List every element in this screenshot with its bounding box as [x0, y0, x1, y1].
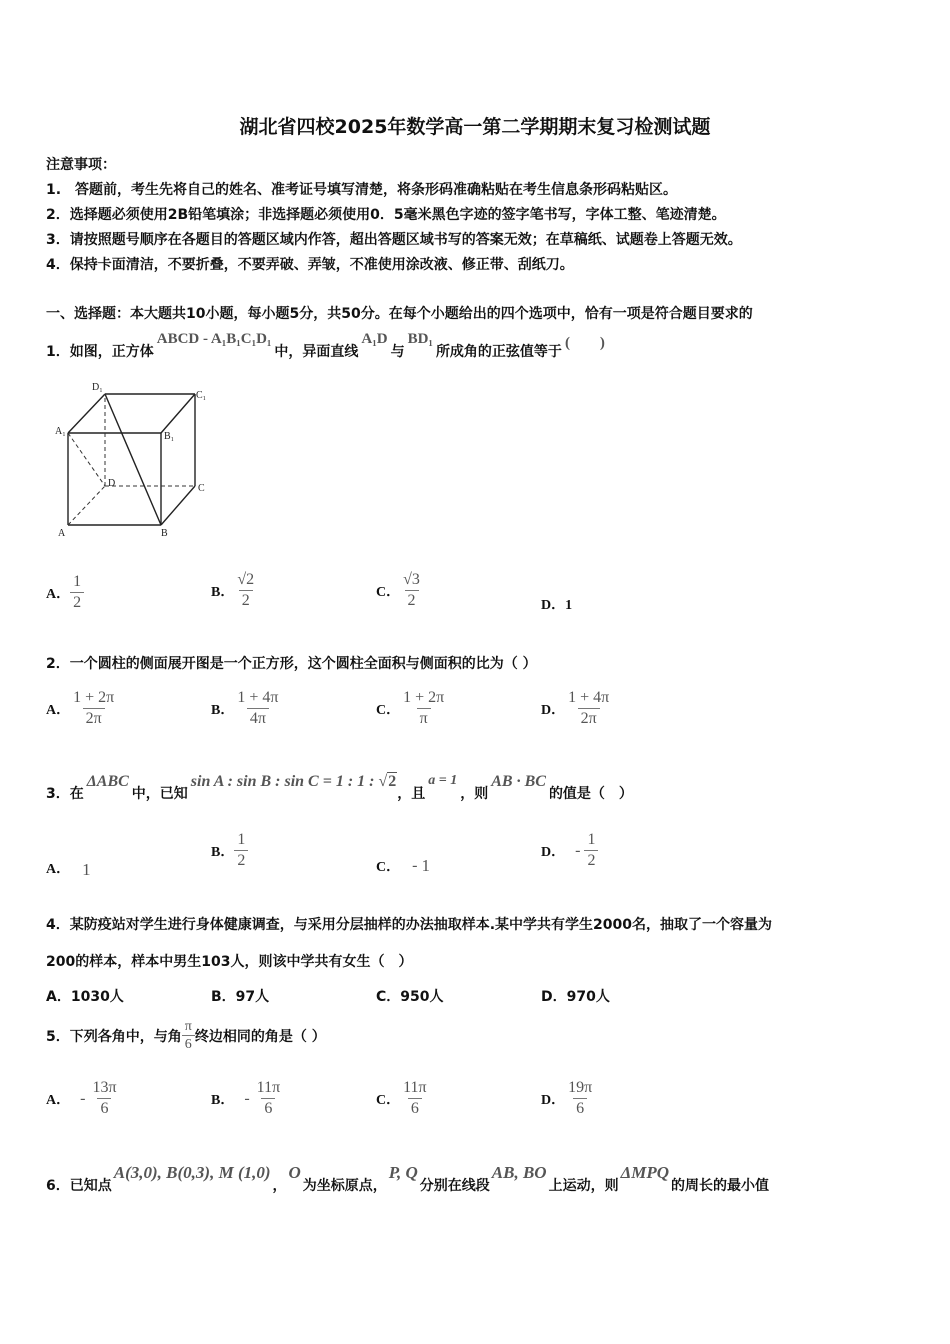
denominator: 2: [70, 592, 84, 613]
q6-points: A(3,0), B(0,3), M (1,0): [113, 1163, 271, 1182]
option-label: C．: [376, 584, 401, 600]
option-label: B．: [211, 989, 236, 1005]
option-label: C．: [376, 860, 401, 875]
q1-text: 所成角的正弦值等于: [435, 344, 562, 360]
numerator: 1 + 4π: [568, 689, 610, 706]
q1-text: 中，异面直线: [274, 344, 359, 360]
q2-option-c[interactable]: [376, 688, 447, 729]
q3-ratio-text: sin A : sin B : sin C = 1 : 1 :: [190, 773, 379, 790]
denominator: 2π: [578, 708, 600, 729]
fraction: [565, 1078, 595, 1119]
q3-dot-product: AB · BC: [491, 773, 546, 790]
numerator: 11π: [256, 1079, 281, 1096]
fraction: [234, 830, 248, 871]
numerator: 1 + 4π: [237, 689, 279, 706]
q2-option-b[interactable]: [211, 688, 281, 729]
denominator: 2: [234, 850, 248, 871]
minus-sign: -: [80, 1089, 86, 1107]
q4-option-c[interactable]: [376, 986, 444, 1006]
option-label: A．: [46, 586, 71, 602]
option-label: B．: [211, 1092, 235, 1108]
denominator: 2: [405, 590, 419, 611]
q1-option-c[interactable]: [376, 570, 423, 611]
denominator: 6: [97, 1098, 111, 1119]
question-4-line-1: 4．某防疫站对学生进行身体健康调查，与采用分层抽样的办法抽取样本.某中学共有学生2000名，抽取了一个容量为: [46, 917, 773, 933]
numerator: 19π: [568, 1079, 593, 1096]
numerator: 1 + 2π: [403, 689, 445, 706]
question-3: [46, 773, 633, 803]
denominator: 6: [573, 1098, 587, 1119]
q1-answer-paren: ( ): [564, 335, 605, 351]
minus-sign: -: [244, 1089, 250, 1107]
q6-text: 6．已知点: [46, 1178, 112, 1194]
q1-cube-name: ABCD - A₁B₁C₁D₁: [156, 331, 272, 347]
numerator: 1: [73, 573, 82, 590]
numerator: √3: [403, 571, 420, 588]
denominator: 6: [261, 1098, 275, 1119]
q1-line-a1d: A₁D: [361, 331, 388, 347]
q5-option-c[interactable]: [376, 1078, 430, 1119]
option-label: A．: [46, 1092, 71, 1108]
vertex-d: D: [108, 478, 116, 489]
notice-heading: 注意事项：: [46, 157, 116, 173]
q4-option-d[interactable]: [541, 986, 610, 1006]
vertex-a1: A₁: [55, 426, 66, 437]
fraction: [234, 570, 257, 611]
fraction: [584, 830, 598, 871]
section-heading: 一、选择题：本大题共10小题，每小题5分，共50分。在每个小题给出的四个选项中，恰有一项是符合题目要求的: [46, 306, 753, 322]
numerator: 1 + 2π: [73, 689, 115, 706]
question-2: 2．一个圆柱的侧面展开图是一个正方形，这个圆柱全面积与侧面积的比为（ ）: [46, 656, 537, 672]
q3-text: 中，已知: [131, 786, 188, 802]
vertex-a: A: [58, 528, 66, 539]
option-label: B．: [211, 702, 235, 718]
fraction: [400, 688, 447, 729]
q5-option-b[interactable]: [211, 1078, 283, 1119]
q6-text: 分别在线段: [419, 1178, 490, 1194]
q5-option-d[interactable]: [541, 1078, 595, 1119]
q3-option-d[interactable]: [541, 830, 598, 871]
minus-sign: -: [575, 841, 581, 859]
option-value: 1: [565, 598, 573, 613]
question-1: [46, 331, 605, 361]
q1-text: 如图，正方体: [69, 344, 154, 360]
option-value: 950人: [400, 989, 444, 1005]
q5-text: 5．下列各角中，与角: [46, 1028, 182, 1045]
vertex-b: B: [161, 528, 168, 539]
q6-triangle: ΔMPQ: [620, 1163, 670, 1182]
q3-side-a: a = 1: [428, 773, 458, 788]
denominator: 6: [408, 1098, 422, 1119]
option-label: A．: [46, 862, 71, 877]
numerator: 13π: [92, 1079, 117, 1096]
option-label: C．: [376, 1092, 401, 1108]
vertex-d1: D₁: [92, 382, 103, 393]
denominator: 4π: [247, 708, 269, 729]
vertex-b1: B₁: [164, 431, 175, 442]
numerator: 1: [237, 831, 246, 848]
denominator: π: [417, 708, 431, 729]
minus-sign: -: [412, 857, 418, 874]
notice-item: 4．保持卡面清洁，不要折叠，不要弄破、弄皱，不准使用涂改液、修正带、刮纸刀。: [46, 257, 574, 273]
fraction: [70, 572, 84, 613]
denominator: 2: [584, 850, 598, 871]
q3-option-b[interactable]: [211, 830, 248, 871]
numerator: π: [184, 1019, 192, 1034]
q1-number: 1．: [46, 344, 70, 360]
option-value: 1: [421, 856, 430, 875]
numerator: √2: [237, 571, 255, 588]
fraction: [400, 570, 423, 611]
fraction: [400, 1078, 429, 1119]
fraction: [234, 688, 281, 729]
q6-text: 的周长的最小值: [671, 1178, 770, 1194]
option-label: D．: [541, 844, 566, 860]
q3-text: 在: [69, 786, 84, 802]
q1-option-b[interactable]: [211, 570, 257, 611]
q3-text: 的值是（ ）: [548, 786, 633, 802]
q3-text: ，且: [397, 786, 426, 802]
option-label: D．: [541, 1092, 566, 1108]
q3-option-a[interactable]: [46, 856, 91, 880]
q1-text: 与: [390, 344, 405, 360]
fraction: [565, 688, 612, 729]
page-title: 湖北省四校2025年数学高一第二学期期末复习检测试题: [239, 116, 711, 138]
option-label: C．: [376, 702, 401, 718]
q5-angle-fraction: [182, 1018, 195, 1053]
option-value: 970人: [566, 989, 610, 1005]
q5-text: 终边相同的角是（ ）: [194, 1028, 326, 1045]
q5-option-a[interactable]: [46, 1078, 120, 1119]
question-4-line-2: 200的样本，样本中男生103人，则该中学共有女生（ ）: [46, 954, 413, 970]
fraction: [254, 1078, 283, 1119]
q1-line-bd1: BD₁: [407, 331, 433, 347]
q6-segments: AB, BO: [491, 1163, 547, 1182]
numerator: 1: [587, 831, 596, 848]
option-label: A．: [46, 702, 71, 718]
option-label: A．: [46, 989, 71, 1005]
denominator: 6: [182, 1035, 195, 1053]
vertex-c: C: [198, 483, 205, 494]
option-label: B．: [211, 584, 235, 600]
option-label: D．: [541, 598, 566, 613]
q2-option-d[interactable]: [541, 688, 612, 729]
q3-option-c[interactable]: [376, 856, 430, 876]
option-label: C．: [376, 989, 401, 1005]
q3-text: ，则: [460, 786, 489, 802]
q1-option-a[interactable]: [46, 572, 84, 613]
option-value: 1: [82, 860, 91, 879]
q3-number: 3．: [46, 786, 70, 802]
notice-item: 1. 答题前，考生先将自己的姓名、准考证号填写清楚，将条形码准确粘贴在考生信息条形码粘贴区。: [46, 182, 678, 198]
q6-text: 为坐标原点，: [302, 1178, 387, 1194]
denominator: 2π: [83, 708, 105, 729]
option-value: 1030人: [70, 989, 124, 1005]
option-label: D．: [541, 989, 567, 1005]
option-label: B．: [211, 844, 235, 860]
q2-option-a[interactable]: [46, 688, 117, 729]
q4-option-a[interactable]: [46, 986, 124, 1006]
q6-origin: O: [288, 1163, 301, 1182]
numerator: 11π: [403, 1079, 427, 1096]
question-5: [46, 1018, 326, 1053]
cube-figure: [50, 378, 220, 540]
notice-item: 3．请按照题号顺序在各题目的答题区域内作答，超出答题区域书写的答案无效；在草稿纸、试题卷上答题无效。: [46, 232, 742, 248]
q6-text: ，: [272, 1178, 287, 1194]
q6-moving-points: P, Q: [388, 1163, 418, 1182]
question-6: [46, 1163, 769, 1195]
q3-sine-ratio: sin A : sin B : sin C = 1 : 1 : √2: [190, 773, 397, 790]
q3-ratio-root: 2: [388, 773, 397, 790]
q6-text: 上运动，则: [548, 1178, 619, 1194]
fraction: [89, 1078, 119, 1119]
option-value: 97人: [235, 989, 270, 1005]
notice-item: 2．选择题必须使用2B铅笔填涂；非选择题必须使用0．5毫米黑色字迹的签字笔书写，字体工整、笔迹清楚。: [46, 207, 726, 223]
denominator: 2: [239, 590, 253, 611]
q3-triangle: ΔABC: [86, 773, 129, 790]
q1-option-d[interactable]: [541, 594, 572, 614]
q4-option-b[interactable]: [211, 986, 269, 1006]
option-label: D．: [541, 702, 566, 718]
fraction: [70, 688, 117, 729]
vertex-c1: C₁: [196, 390, 207, 401]
